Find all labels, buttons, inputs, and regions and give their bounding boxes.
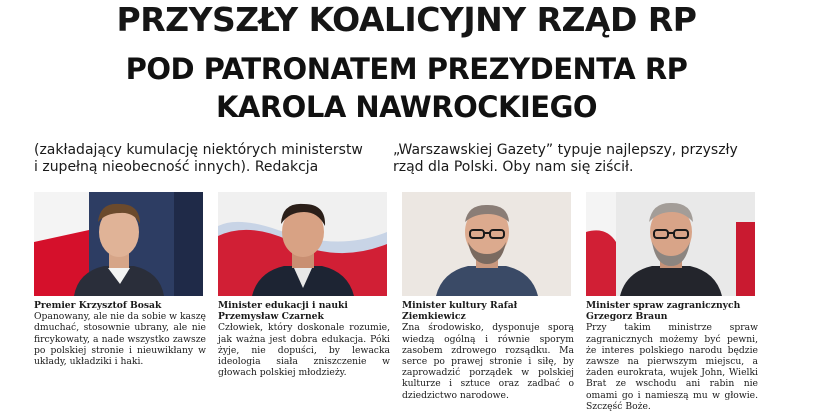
intro-right-text: „Warszawskiej Gazety” typuje najlepszy, przyszły rząd dla Polski. Oby nam się ziścił. xyxy=(393,142,738,175)
minister-photo-braun xyxy=(586,192,755,296)
minister-caption-czarnek xyxy=(218,300,390,378)
minister-description: Człowiek, który doskonale rozumie, jak ważna jest dobra edukacja. Póki żyje, nie dopuści, by lewacka ideologia siała zniszczenie w głowach polskiej młodzieży. xyxy=(218,322,390,379)
minister-caption-bosak xyxy=(34,300,206,367)
minister-description: Przy takim ministrze spraw zagranicznych możemy być pewni, że interes polskiego narodu będzie zawsze na pierwszym miejscu, a żaden eurokrata, wujek John, Wielki Brat ze wschodu ani rabin nie omami go i namieszą mu w głowie. Szczęść Boże. xyxy=(586,322,758,412)
minister-title: Minister edukacji i nauki Przemysław Czarnek xyxy=(218,300,348,323)
minister-photo-bosak xyxy=(34,192,203,296)
headline-line-3: KAROLA NAWROCKIEGO xyxy=(215,90,598,124)
minister-description: Zna środowisko, dysponuje sporą wiedzą ogólną i równie sporym zasobem zdrowego rozsądku. Ma serce po prawej stronie i siłę, by zaprowadzić porządek w polskiej kulturze i sztuce oraz zadbać o dziedzictwo narodowe. xyxy=(402,322,574,401)
minister-photo-czarnek xyxy=(218,192,387,296)
minister-photo-ziemkiewicz xyxy=(402,192,571,296)
headline-line-2: POD PATRONATEM PREZYDENTA RP xyxy=(125,52,688,86)
headline-line-1: PRZYSZŁY KOALICYJNY RZĄD RP xyxy=(116,0,697,39)
minister-description: Opanowany, ale nie da sobie w kaszę dmuchać, stosownie ubrany, ale nie fircykowaty, a nade wszystko zawsze po polskiej stronie i nieuwikłany w układy, układziki i haki. xyxy=(34,311,206,368)
minister-caption-ziemkiewicz xyxy=(402,300,574,401)
minister-caption-braun xyxy=(586,300,758,412)
minister-title: Premier Krzysztof Bosak xyxy=(34,300,162,311)
intro-left-text: (zakładający kumulację niektórych ministerstw i zupełną nieobecność innych). Redakcja xyxy=(34,142,363,175)
minister-title: Minister spraw zagranicznych Grzegorz Braun xyxy=(586,300,741,323)
minister-title: Minister kultury Rafał Ziemkiewicz xyxy=(402,300,518,323)
